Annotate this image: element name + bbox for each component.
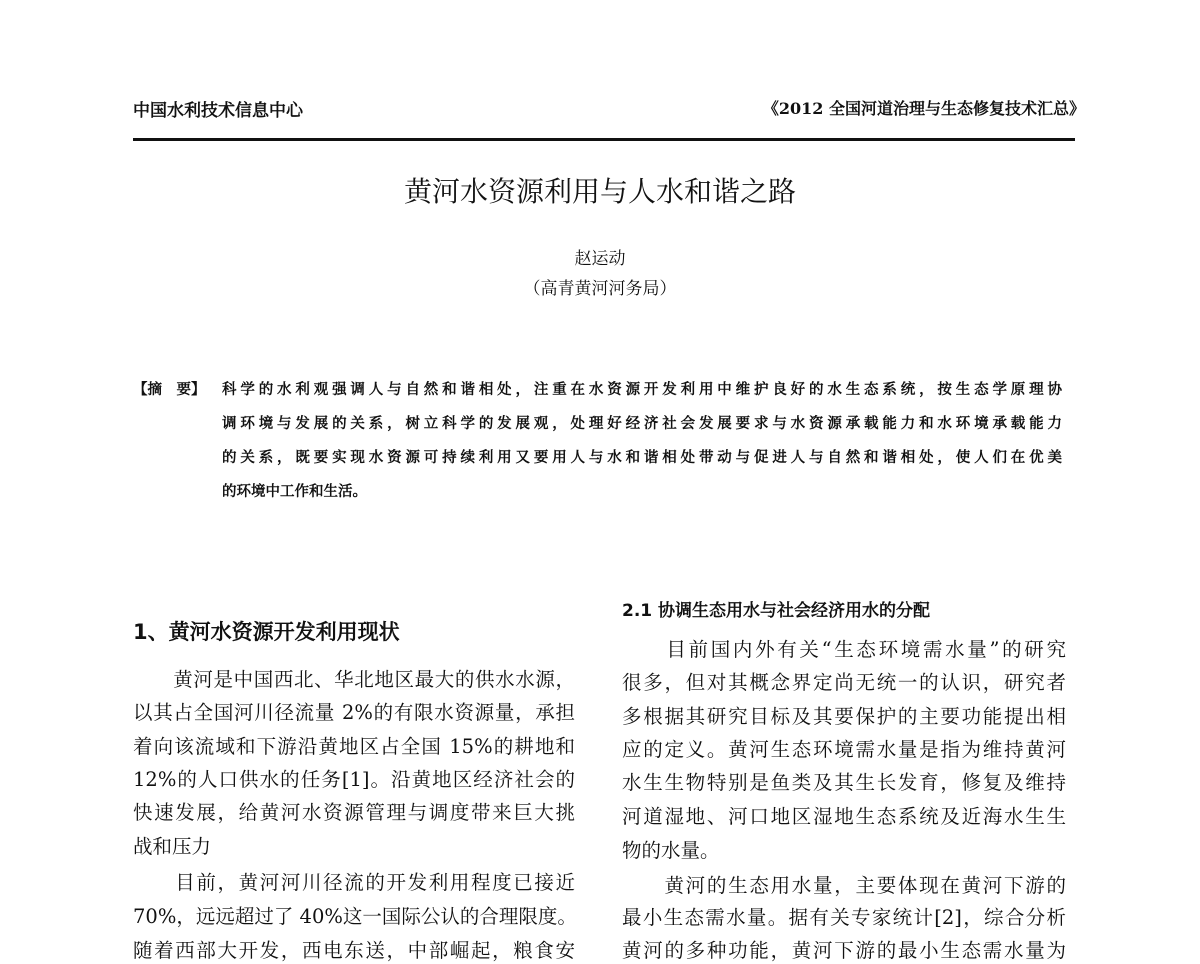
paragraph-line: 快速发展，给黄河水资源管理与调度带来巨大挑 [133, 801, 575, 824]
abstract-line: 科学的水利观强调人与自然和谐相处，注重在水资源开发利用中维护良好的水生态系统，按生态学原理协 [222, 382, 1062, 398]
affiliation: （高青黄河河务局） [523, 279, 677, 299]
header-left: 中国水利技术信息中心 [133, 101, 303, 121]
abstract-label: 【摘 要】 [133, 382, 206, 398]
abstract-line: 调环境与发展的关系，树立科学的发展观，处理好经济社会发展要求与水资源承载能力和水环境承载能力 [222, 416, 1062, 432]
paragraph-line: 随着西部大开发，西电东送，中部崛起，粮食安 [133, 939, 575, 962]
subsection-heading: 2.1 协调生态用水与社会经济用水的分配 [622, 601, 931, 621]
paragraph-line: 很多，但对其概念界定尚无统一的认识，研究者 [622, 671, 1066, 694]
author: 赵运动 [574, 249, 626, 269]
header-right: 《2012 全国河道治理与生态修复技术汇总》 [762, 99, 1085, 118]
paragraph-line: 目前，黄河河川径流的开发利用程度已接近 [133, 871, 575, 894]
paragraph-line: 黄河是中国西北、华北地区最大的供水水源， [133, 668, 575, 691]
paragraph-line: 黄河的多种功能，黄河下游的最小生态需水量为 [622, 939, 1066, 962]
page-title: 黄河水资源利用与人水和谐之路 [403, 175, 796, 208]
paragraph-line: 水生生物特别是鱼类及其生长发育，修复及维持 [622, 771, 1066, 794]
paragraph-line: 以其占全国河川径流量 2%的有限水资源量，承担 [133, 701, 575, 724]
paragraph-line: 12%的人口供水的任务[1]。沿黄地区经济社会的 [133, 768, 575, 791]
paragraph-line: 物的水量。 [622, 839, 720, 862]
paragraph-line: 河道湿地、河口地区湿地生态系统及近海水生生 [622, 805, 1066, 828]
paragraph-line: 多根据其研究目标及其要保护的主要功能提出相 [622, 705, 1066, 728]
abstract-line: 的关系，既要实现水资源可持续利用又要用人与水和谐相处带动与促进人与自然和谐相处，使人们在优美 [222, 450, 1062, 466]
paragraph-line: 最小生态需水量。据有关专家统计[2]，综合分析 [622, 906, 1066, 929]
paragraph-line: 战和压力 [133, 835, 212, 858]
paragraph-line: 黄河的生态用水量，主要体现在黄河下游的 [622, 874, 1066, 897]
header-rule [133, 138, 1075, 141]
paragraph-line: 应的定义。黄河生态环境需水量是指为维持黄河 [622, 738, 1066, 761]
section-heading: 1、黄河水资源开发利用现状 [133, 620, 400, 644]
paragraph-line: 目前国内外有关“生态环境需水量”的研究 [622, 638, 1066, 661]
paragraph-line: 70%，远远超过了 40%这一国际公认的合理限度。 [133, 905, 577, 928]
abstract-line: 的环境中工作和生活。 [222, 484, 367, 500]
paragraph-line: 着向该流域和下游沿黄地区占全国 15%的耕地和 [133, 735, 575, 758]
